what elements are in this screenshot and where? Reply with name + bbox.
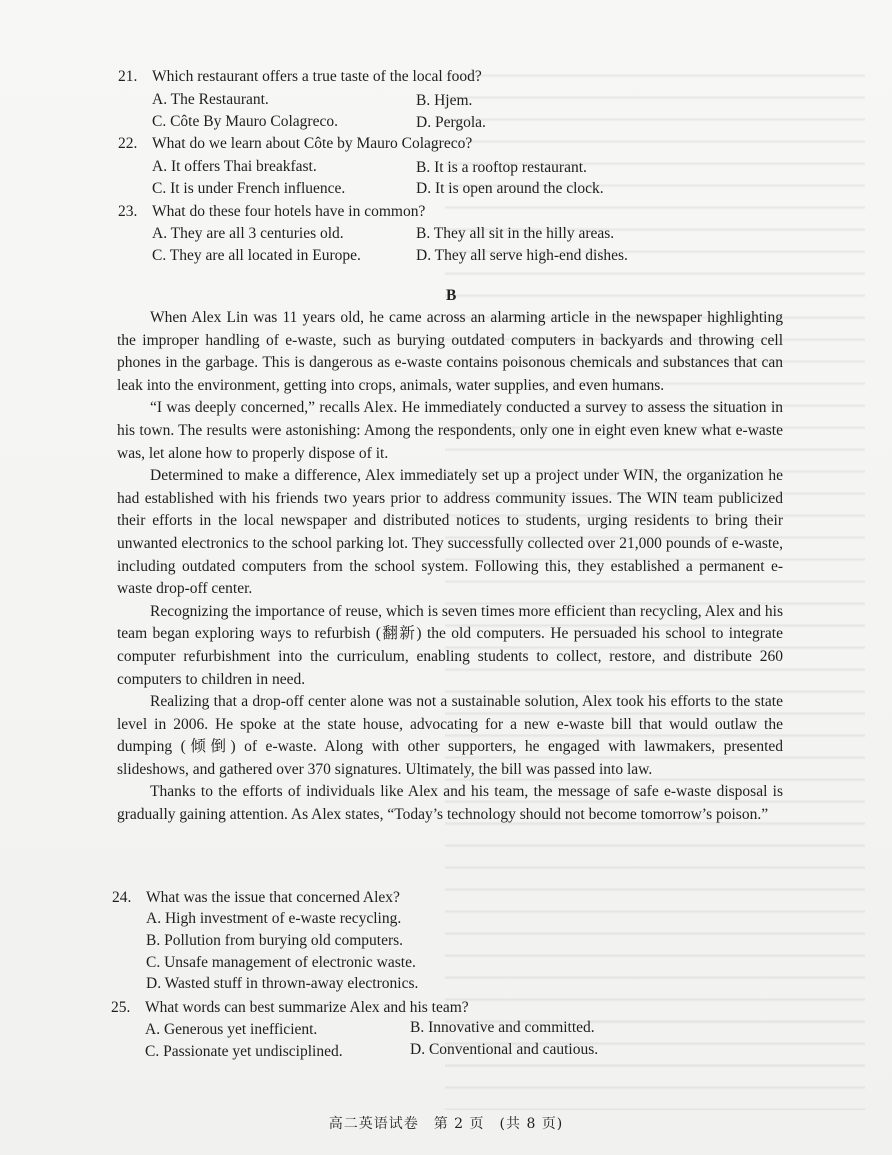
passage-paragraph: Thanks to the efforts of individuals like Alex and his team, the message of safe e-waste disposal is gradually gaining attention. As Alex states, “Today’s technology should not become tomorrow’s poison.” — [117, 783, 783, 824]
q24-option-b: B. Pollution from burying old computers. — [146, 932, 404, 949]
q21-option-d: D. Pergola. — [416, 114, 486, 131]
q25-option-b: B. Innovative and committed. — [410, 1019, 595, 1036]
q22-option-a: A. It offers Thai breakfast. — [152, 158, 317, 175]
question-21 — [118, 66, 482, 87]
section-heading: B — [446, 287, 457, 304]
page-footer: 高二英语试卷 第 2 页 (共 8 页) — [328, 1116, 564, 1132]
q21-option-a: A. The Restaurant. — [152, 91, 269, 108]
q21-option-c: C. Côte By Mauro Colagreco. — [152, 113, 338, 130]
q22-option-b: B. It is a rooftop restaurant. — [416, 159, 587, 176]
question-number: 24. — [112, 889, 132, 906]
passage-paragraph: When Alex Lin was 11 years old, he came across an alarming article in the newspaper highlighting the improper handling of e-waste, such as burying outdated computers in backyards and throwing cell phones in the garbage. This is dangerous as e-waste contains poisonous chemicals and substances that can leak into the environment, getting into crops, animals, water supplies, and even humans. — [117, 309, 783, 394]
q24-option-d: D. Wasted stuff in thrown-away electronics. — [146, 975, 419, 992]
q24-option-a: A. High investment of e-waste recycling. — [146, 910, 402, 927]
question-24 — [112, 887, 400, 908]
q22-option-d: D. It is open around the clock. — [416, 180, 604, 197]
q21-option-b: B. Hjem. — [416, 92, 473, 109]
q25-option-a: A. Generous yet inefficient. — [145, 1021, 318, 1038]
q23-option-d: D. They all serve high-end dishes. — [416, 247, 628, 264]
passage-paragraph: “I was deeply concerned,” recalls Alex. He immediately conducted a survey to assess the situation in his town. The results were astonishing: Among the respondents, only one in eight even knew what e-waste was, let alone how to properly dispose of it. — [117, 399, 783, 462]
q25-option-c: C. Passionate yet undisciplined. — [145, 1043, 343, 1060]
passage-paragraph: Determined to make a difference, Alex immediately set up a project under WIN, the organization he had established with his friends two years prior to address community issues. The WIN team publicized their efforts in the local newspaper and distributed notices to students, urging residents to bring their unwanted electronics to the school parking lot. They successfully collected over 21,000 pounds of e-waste, including outdated computers from the school system. Following this, they established a permanent e-waste drop-off center. — [117, 467, 783, 598]
q23-option-c: C. They are all located in Europe. — [152, 247, 361, 264]
question-stem: What do we learn about Côte by Mauro Colagreco? — [152, 135, 473, 152]
question-number: 21. — [118, 68, 138, 85]
q24-option-c: C. Unsafe management of electronic waste. — [146, 954, 416, 971]
question-25 — [111, 997, 469, 1018]
passage-paragraph: Recognizing the importance of reuse, which is seven times more efficient than recycling, Alex and his team began exploring ways to refurbish (翻新) the old computers. He persuaded his school to integrate computer refurbishment into the curriculum, enabling students to collect, restore, and distribute 260 computers to children in need. — [117, 602, 783, 688]
q23-option-b: B. They all sit in the hilly areas. — [416, 225, 615, 242]
question-stem: What was the issue that concerned Alex? — [146, 889, 400, 906]
question-22 — [118, 133, 472, 154]
question-stem: What do these four hotels have in common? — [152, 203, 426, 220]
q25-option-d: D. Conventional and cautious. — [410, 1041, 599, 1058]
question-number: 25. — [111, 999, 131, 1016]
question-number: 23. — [118, 203, 138, 220]
question-stem: Which restaurant offers a true taste of the local food? — [152, 68, 482, 85]
passage-paragraph: Realizing that a drop-off center alone was not a sustainable solution, Alex took his efforts to the state level in 2006. He spoke at the state house, advocating for a new e-waste bill that would outlaw the dumping (倾倒) of e-waste. Along with other supporters, he engaged with lawmakers, presented slideshows, and gathered over 370 signatures. Ultimately, the bill was passed into law. — [117, 693, 783, 778]
question-number: 22. — [118, 135, 138, 152]
reading-passage — [117, 307, 783, 827]
q23-option-a: A. They are all 3 centuries old. — [152, 225, 344, 242]
q22-option-c: C. It is under French influence. — [152, 180, 346, 197]
question-stem: What words can best summarize Alex and his team? — [145, 999, 469, 1016]
question-23 — [118, 201, 425, 222]
